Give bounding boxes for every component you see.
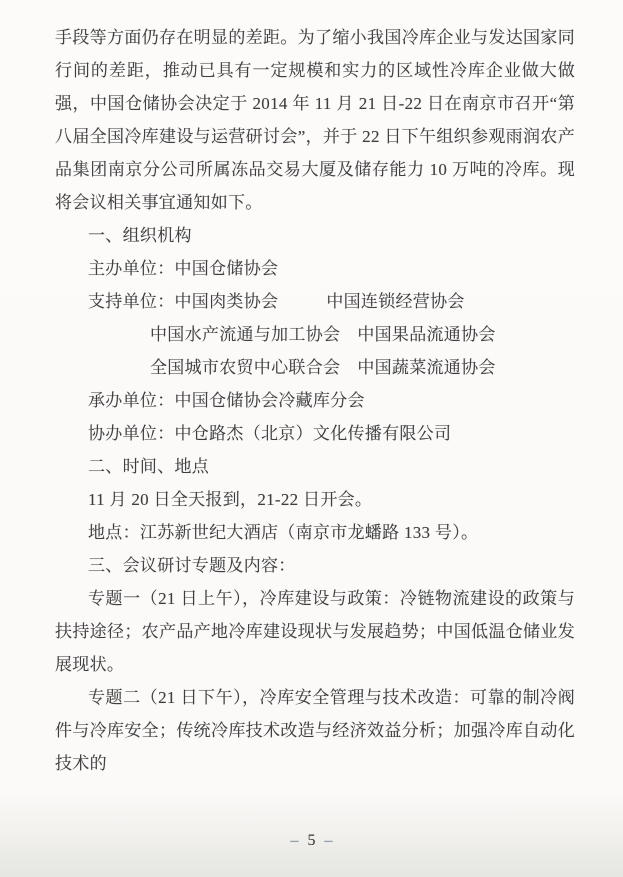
support-unit-row-3 bbox=[55, 351, 575, 384]
support-unit-value: 中国肉类协会 bbox=[174, 292, 279, 311]
support-unit-value: 中国果品流通协会 bbox=[357, 325, 496, 344]
intro-paragraph: 手段等方面仍存在明显的差距。为了缩小我国冷库企业与发达国家同行间的差距，推动已具有一定规模和实力的区域性冷库企业做大做强，中国仓储协会决定于 2014 年 11 月 21 日-22 日在南京市召开“第八届全国冷库建设与运营研讨会”，并于 22 日下午组织参观雨润农产品集团南京分公司所属冻品交易大厦及储存能力 10 万吨的冷库。现将会议相关事宜通知如下。 bbox=[55, 28, 575, 212]
support-unit-value: 全国城市农贸中心联合会 bbox=[150, 358, 341, 377]
organizer-line bbox=[55, 384, 575, 417]
co-organizer-label: 协办单位： bbox=[88, 424, 175, 443]
organizer-label: 承办单位： bbox=[88, 391, 175, 410]
organizer-value: 中国仓储协会冷藏库分会 bbox=[174, 391, 365, 410]
registration-time-line: 11 月 20 日全天报到，21-22 日开会。 bbox=[88, 490, 373, 509]
support-unit-label: 支持单位： bbox=[88, 292, 175, 311]
host-unit-label: 主办单位： bbox=[88, 259, 175, 278]
support-unit-value: 中国蔬菜流通协会 bbox=[357, 358, 496, 377]
topic2-paragraph: 专题二（21 日下午），冷库安全管理与技术改造：可靠的制冷阀件与冷库安全；传统冷库技术改造与经济效益分析；加强冷库自动化技术的 bbox=[55, 688, 575, 773]
section2-heading: 二、时间、地点 bbox=[88, 457, 210, 476]
topic1-paragraph: 专题一（21 日上午），冷库建设与政策：冷链物流建设的政策与扶持途径；农产品产地冷库建设现状与发展趋势；中国低温仓储业发展现状。 bbox=[55, 589, 575, 674]
support-unit-row-2 bbox=[55, 318, 575, 351]
support-unit-value: 中国连锁经营协会 bbox=[326, 292, 465, 311]
page-number-dash-left: – bbox=[290, 832, 299, 849]
section3-heading: 三、会议研讨专题及内容： bbox=[88, 556, 296, 575]
co-organizer-line bbox=[55, 417, 575, 450]
co-organizer-value: 中仓路杰（北京）文化传播有限公司 bbox=[174, 424, 452, 443]
section1-heading: 一、组织机构 bbox=[88, 226, 192, 245]
page-number-value: 5 bbox=[307, 832, 316, 849]
host-unit-value: 中国仓储协会 bbox=[174, 259, 279, 278]
location-line: 地点：江苏新世纪大酒店（南京市龙蟠路 133 号）。 bbox=[88, 523, 479, 542]
support-unit-value: 中国水产流通与加工协会 bbox=[150, 325, 341, 344]
support-unit-row-1 bbox=[55, 285, 575, 318]
page-number-dash-right: – bbox=[324, 832, 333, 849]
host-unit-line bbox=[55, 252, 575, 285]
page-number bbox=[0, 831, 623, 851]
